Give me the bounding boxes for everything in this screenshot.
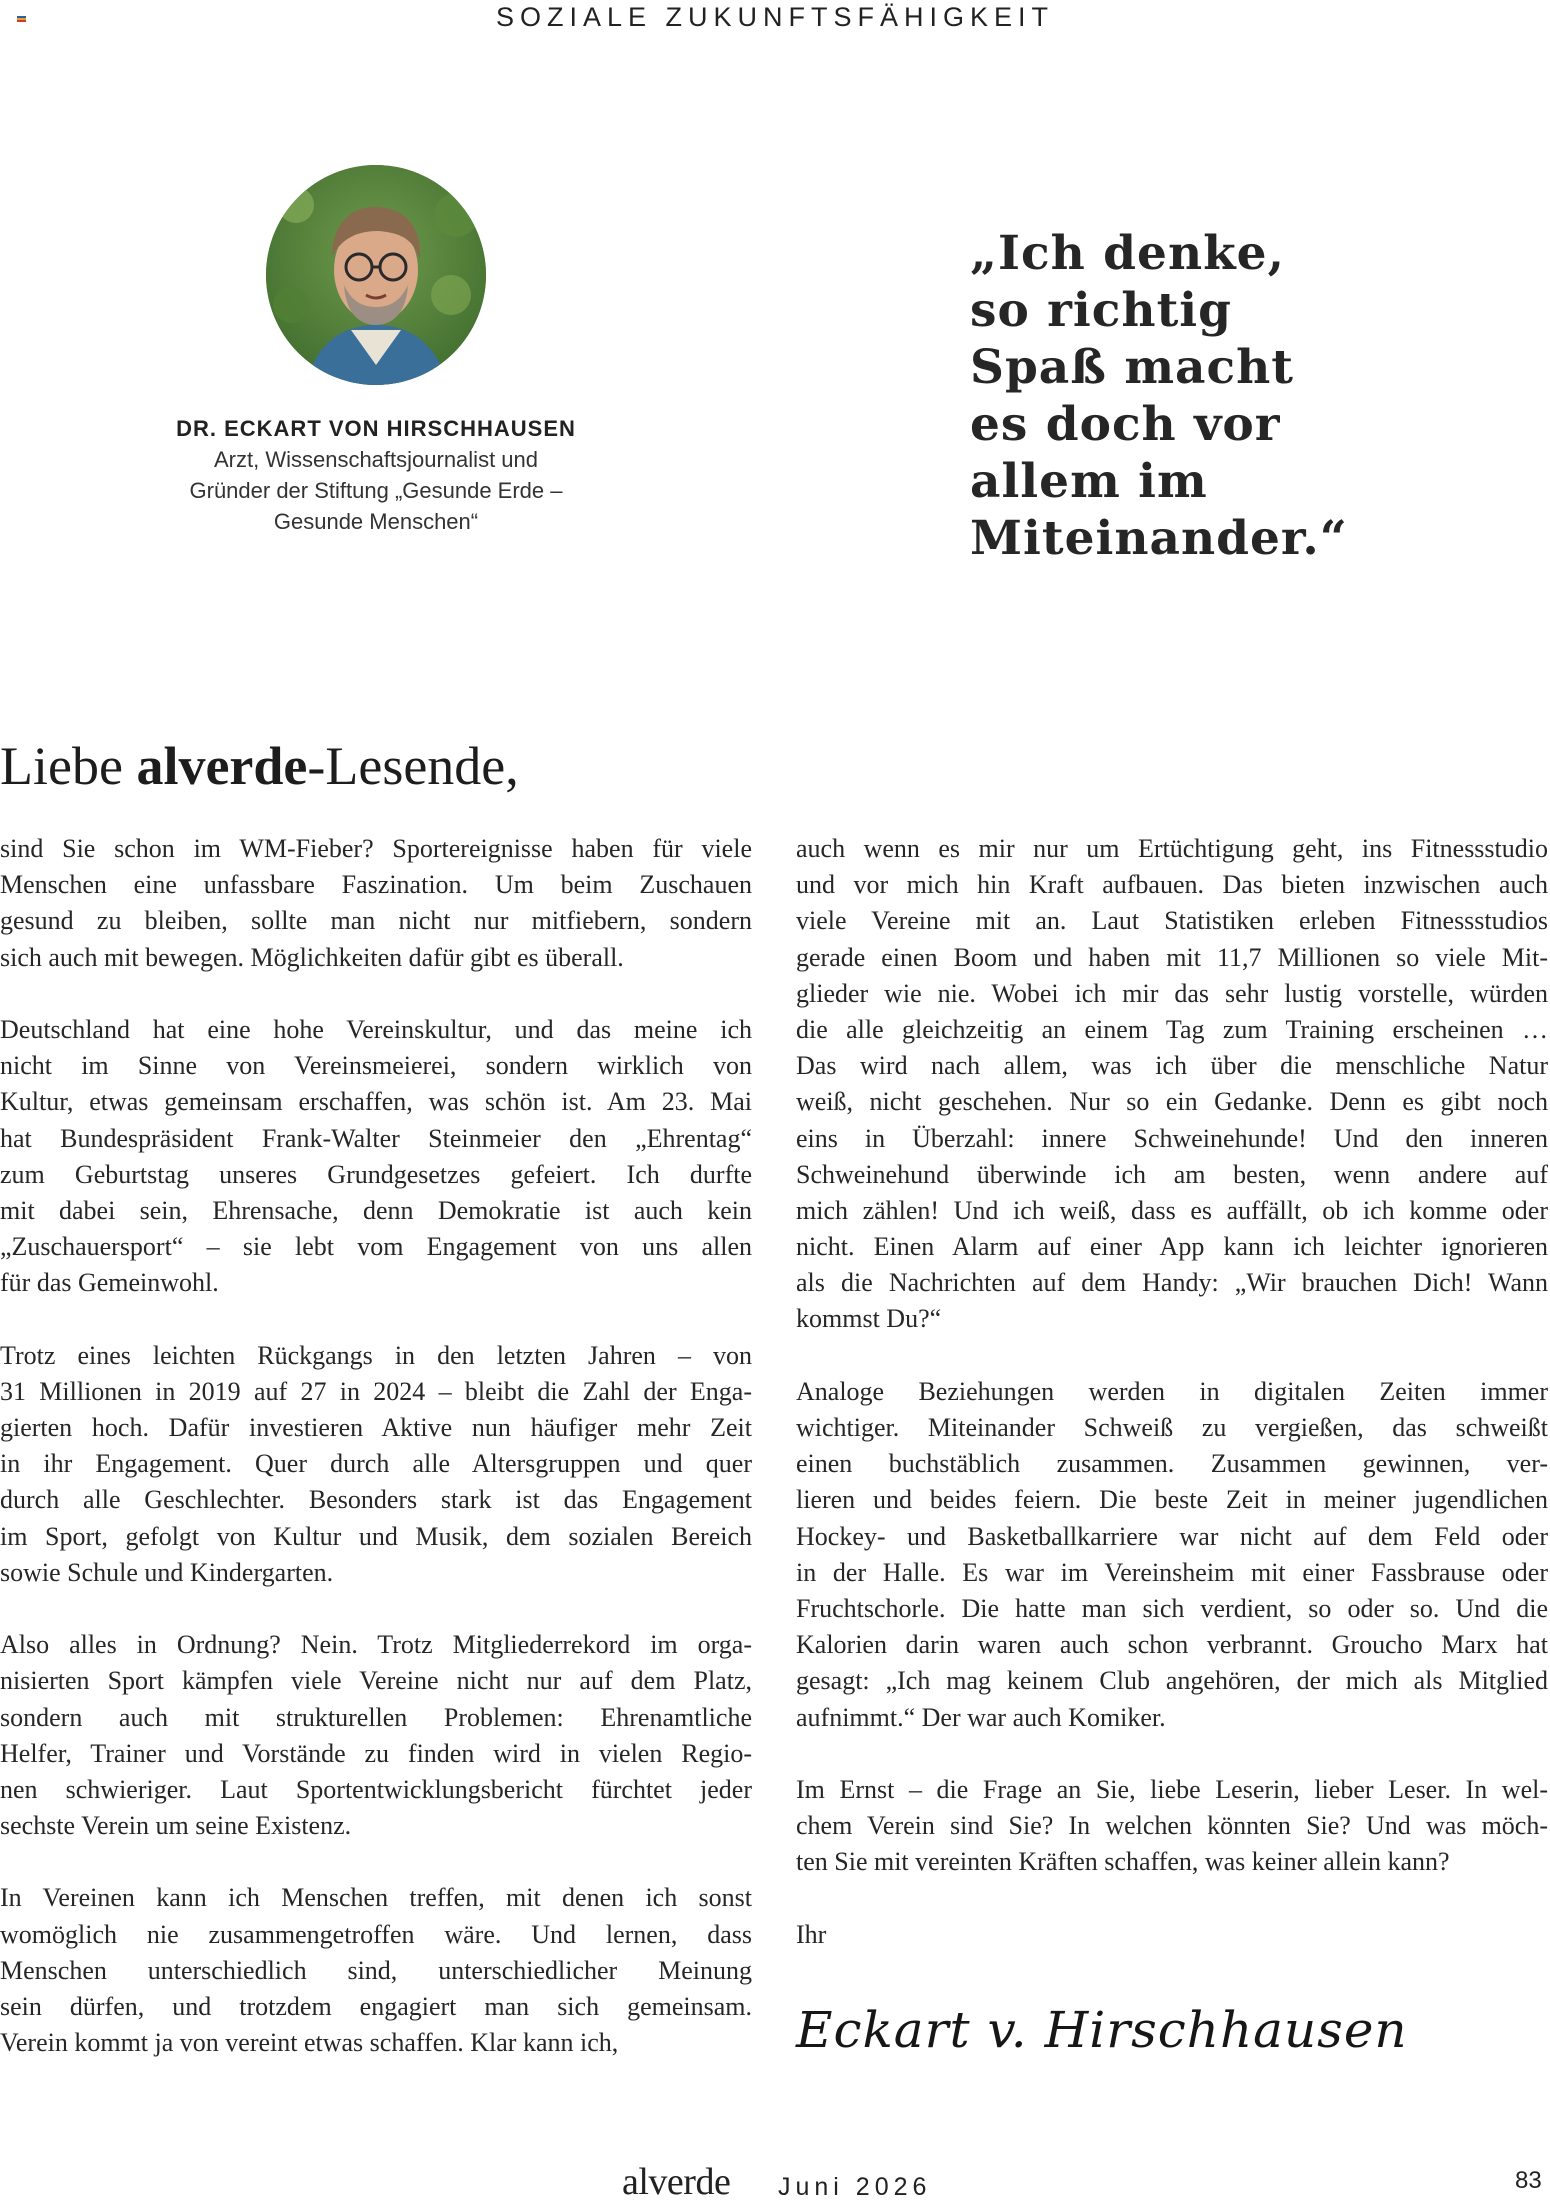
text-line: Das wird nach allem, was ich über die menschliche Natur xyxy=(796,1051,1548,1081)
text-line: gesagt: „Ich mag keinem Club angehören, der mich als Mitglied xyxy=(796,1666,1548,1696)
salutation-brand: alverde xyxy=(136,736,308,796)
text-line: Also alles in Ordnung? Nein. Trotz Mitgliederrekord im orga- xyxy=(0,1630,752,1660)
quote-line: „Ich denke, xyxy=(970,226,1285,281)
text-line: mit dabei sein, Ehrensache, denn Demokratie ist auch kein xyxy=(0,1195,752,1225)
text-line: sowie Schule und Kindergarten. xyxy=(0,1557,334,1587)
text-line: weiß, nicht geschehen. Nur so ein Gedanke. Denn es gibt noch xyxy=(796,1087,1548,1117)
footer-issue-date: Juni 2026 xyxy=(778,2173,932,2201)
pull-quote xyxy=(970,225,1450,567)
text-line: „Zuschauersport“ – sie lebt vom Engagement von uns allen xyxy=(0,1232,752,1262)
text-line: lieren und beides feiern. Die beste Zeit in meiner jugendlichen xyxy=(796,1485,1548,1515)
text-line: im Sport, gefolgt von Kultur und Musik, dem sozialen Bereich xyxy=(0,1521,752,1551)
salutation-suffix: -Lesende, xyxy=(307,736,519,796)
text-line: viele Vereine mit an. Laut Statistiken erleben Fitnessstudios xyxy=(796,906,1548,936)
text-line: Ihr xyxy=(796,1919,827,1949)
text-line: Menschen eine unfassbare Faszination. Um beim Zuschauen xyxy=(0,870,752,900)
signature: Eckart v. Hirschhausen xyxy=(796,2001,1408,2059)
text-line: Kalorien darin waren auch schon verbrannt. Groucho Marx hat xyxy=(796,1630,1548,1660)
paragraph-gap xyxy=(0,976,752,1012)
text-line: die alle gleichzeitig an einem Tag zum Training erscheinen … xyxy=(796,1014,1548,1044)
text-line: Schweinehund überwinde ich am besten, wenn andere auf xyxy=(796,1159,1548,1189)
text-line: gierten hoch. Dafür investieren Aktive nun häufiger mehr Zeit xyxy=(0,1413,752,1442)
quote-line: Spaß macht xyxy=(970,340,1295,395)
text-line: gesund zu bleiben, sollte man nicht nur mitfiebern, sondern xyxy=(0,906,752,936)
text-line: zum Geburtstag unseres Grundgesetzes gefeiert. Ich durfte xyxy=(0,1159,752,1189)
letter-column-left xyxy=(0,831,752,2061)
author-portrait xyxy=(266,165,486,385)
text-line: womöglich nie zusammengetroffen wäre. Und lernen, dass xyxy=(0,1919,752,1949)
text-line: Helfer, Trainer und Vorstände zu finden wird in vielen Regio- xyxy=(0,1738,752,1768)
author-role-line: Arzt, Wissenschaftsjournalist und xyxy=(213,447,539,472)
quote-line: so richtig xyxy=(970,283,1233,338)
author-role-line: Gründer der Stiftung „Gesunde Erde – xyxy=(189,478,563,503)
author-role-line: Gesunde Menschen“ xyxy=(273,509,479,534)
paragraph-gap xyxy=(796,1338,1548,1374)
text-line: eins in Überzahl: innere Schweinehunde! Und den inneren xyxy=(796,1123,1548,1153)
text-line: sechste Verein um seine Existenz. xyxy=(0,1811,352,1841)
text-line: für das Gemeinwohl. xyxy=(0,1268,219,1298)
text-line: sind Sie schon im WM-Fieber? Sportereignisse haben für viele xyxy=(0,834,752,863)
text-line: Trotz eines leichten Rückgangs in den letzten Jahren – von xyxy=(0,1340,752,1370)
text-line: in ihr Engagement. Quer durch alle Altersgruppen und quer xyxy=(0,1449,752,1479)
author-info xyxy=(150,413,602,537)
text-line: chem Verein sind Sie? In welchen könnten Sie? Und was möch- xyxy=(796,1811,1548,1841)
text-line: gerade einen Boom und haben mit 11,7 Millionen so viele Mit- xyxy=(796,942,1548,972)
paragraph-gap xyxy=(0,1591,752,1627)
letter-salutation xyxy=(0,731,519,801)
paragraph-gap xyxy=(0,1844,752,1880)
text-line: auch wenn es mir nur um Ertüchtigung geht, ins Fitnessstudio xyxy=(796,834,1548,863)
text-line: hat Bundespräsident Frank-Walter Steinmeier den „Ehrentag“ xyxy=(0,1123,752,1153)
text-line: Menschen unterschiedlich sind, unterschiedlicher Meinung xyxy=(0,1955,752,1985)
text-line: Deutschland hat eine hohe Vereinskultur, und das meine ich xyxy=(0,1014,752,1044)
letter-column-right xyxy=(796,831,1548,1953)
paragraph-gap xyxy=(0,1301,752,1337)
text-line: ten Sie mit vereinten Kräften schaffen, was keiner allein kann? xyxy=(796,1847,1450,1877)
quote-line: es doch vor xyxy=(970,397,1281,452)
text-line: sich auch mit bewegen. Möglichkeiten dafür gibt es überall. xyxy=(0,942,624,972)
text-line: Fruchtschorle. Die hatte man sich verdient, so oder so. Und die xyxy=(796,1593,1548,1623)
text-line: in der Halle. Es war im Vereinsheim mit einer Fassbrause oder xyxy=(796,1557,1548,1587)
paragraph-gap xyxy=(796,1880,1548,1916)
text-line: einen buchstäblich zusammen. Zusammen gewinnen, ver- xyxy=(796,1449,1548,1479)
salutation-prefix: Liebe xyxy=(0,736,137,796)
text-line: nen schwieriger. Laut Sportentwicklungsbericht fürchtet jeder xyxy=(0,1774,752,1804)
text-line: Verein kommt ja von vereint etwas schaffen. Klar kann ich, xyxy=(0,2028,619,2058)
text-line: 31 Millionen in 2019 auf 27 in 2024 – bleibt die Zahl der Enga- xyxy=(0,1376,752,1406)
text-line: nicht im Sinne von Vereinsmeierei, sondern wirklich von xyxy=(0,1051,752,1081)
text-line: aufnimmt.“ Der war auch Komiker. xyxy=(796,1702,1166,1732)
text-line: nicht. Einen Alarm auf einer App kann ich leichter ignorieren xyxy=(796,1232,1548,1262)
text-line: Kultur, etwas gemeinsam erschaffen, was schön ist. Am 23. Mai xyxy=(0,1087,752,1117)
text-line: sondern auch mit strukturellen Problemen: Ehrenamtliche xyxy=(0,1702,752,1732)
text-line: sein dürfen, und trotzdem engagiert man sich gemeinsam. xyxy=(0,1992,752,2021)
text-line: wichtiger. Miteinander Schweiß zu vergießen, das schweißt xyxy=(796,1413,1548,1442)
text-line: durch alle Geschlechter. Besonders stark ist das Engagement xyxy=(0,1485,752,1515)
text-line: Hockey- und Basketballkarriere war nicht auf dem Feld oder xyxy=(796,1521,1548,1551)
text-line: als die Nachrichten auf dem Handy: „Wir brauchen Dich! Wann xyxy=(796,1268,1548,1298)
text-line: mich zählen! Und ich weiß, dass es auffällt, ob ich komme oder xyxy=(796,1195,1548,1225)
text-line: nisierten Sport kämpfen viele Vereine nicht nur auf dem Platz, xyxy=(0,1666,752,1696)
page-number: 83 xyxy=(1515,2167,1542,2194)
text-line: und vor mich hin Kraft aufbauen. Das bieten inzwischen auch xyxy=(796,870,1548,900)
text-line: Analoge Beziehungen werden in digitalen Zeiten immer xyxy=(796,1376,1548,1406)
text-line: kommst Du?“ xyxy=(796,1304,942,1334)
quote-line: allem im xyxy=(970,454,1208,509)
section-header: SOZIALE ZUKUNFTSFÄHIGKEIT xyxy=(495,2,1055,32)
author-name: DR. ECKART VON HIRSCHHAUSEN xyxy=(176,416,576,441)
paragraph-gap xyxy=(796,1736,1548,1772)
text-line: Im Ernst – die Frage an Sie, liebe Leserin, lieber Leser. In wel- xyxy=(796,1774,1548,1804)
footer-brand-logo: alverde xyxy=(622,2161,731,2203)
text-line: glieder wie nie. Wobei ich mir das sehr lustig vorstelle, würden xyxy=(796,978,1548,1008)
text-line: In Vereinen kann ich Menschen treffen, mit denen ich sonst xyxy=(0,1883,752,1913)
portrait-illustration xyxy=(266,165,486,385)
quote-line: Miteinander.“ xyxy=(970,511,1348,566)
